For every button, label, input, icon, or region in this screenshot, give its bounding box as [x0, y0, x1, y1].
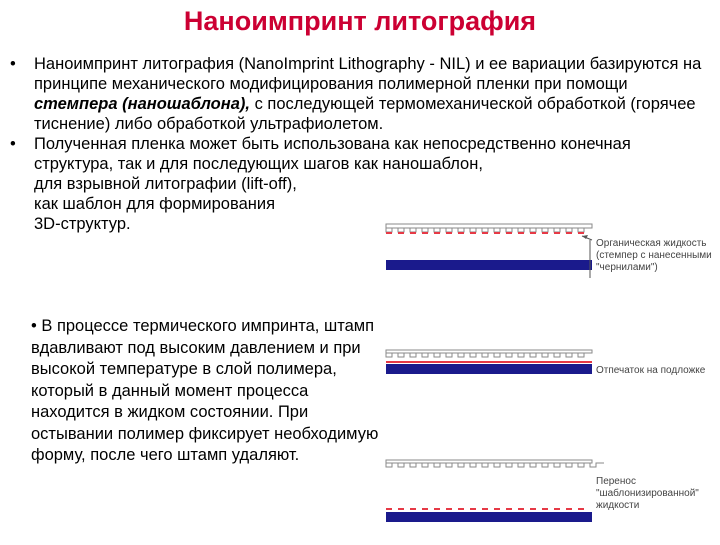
- stamp-teeth: [386, 463, 604, 467]
- stamp-teeth: [386, 228, 592, 232]
- bullet2-line-template: как шаблон для формирования: [34, 195, 276, 213]
- stage2-imprint: [386, 350, 592, 374]
- stage1-stamp-with-ink: [386, 224, 592, 278]
- stamp-body: [386, 224, 592, 228]
- bullet1-text: Наноимпринт литография (NanoImprint Lithography - NIL) и ее вариации базируются на принципе механического модифицирования полимерной пленки при помощи: [34, 55, 702, 93]
- stamp-teeth: [386, 353, 592, 357]
- bullet-item-1: [10, 54, 710, 134]
- bullet-list: [10, 54, 710, 234]
- thermal-imprint-paragraph: • В процессе термического импринта, штамп вдавливают под высоким давлением и при высокой температуре в слой полимера, который в данный момент процесса находится в жидком состоянии. При остывании полимер фиксирует необходимую форму, после чего штамп удаляют.: [31, 317, 379, 464]
- caption-transfer: Перенос "шаблонизированной" жидкости: [596, 476, 699, 511]
- bullet1-emphasis: стемпера (наношаблона),: [34, 95, 250, 113]
- substrate: [386, 512, 592, 522]
- substrate: [386, 260, 592, 270]
- process-diagram: [378, 210, 720, 540]
- bullet2-line-liftoff: для взрывной литографии (lift-off),: [34, 175, 297, 193]
- caption-imprint: Отпечаток на подложке: [596, 365, 706, 376]
- stage3-transfer: [386, 460, 604, 522]
- bullet-dot: •: [10, 135, 16, 153]
- caption-organic-liquid: Органическая жидкость (стемпер с нанесенными "чернилами"): [596, 238, 712, 273]
- bullet2-line-3d: 3D-структур.: [34, 215, 131, 233]
- slide-title: Наноимпринт литография: [183, 6, 537, 36]
- bullet1-text-end: с последующей термомеханической обработкой (горячее тиснение) либо обработкой ультрафиолетом.: [34, 95, 696, 133]
- bullet2-text: Полученная пленка может быть использована как непосредственно конечная структура, так и для последующих шагов как наношаблон,: [34, 135, 631, 173]
- bullet-dot: •: [10, 55, 16, 73]
- substrate: [386, 364, 592, 374]
